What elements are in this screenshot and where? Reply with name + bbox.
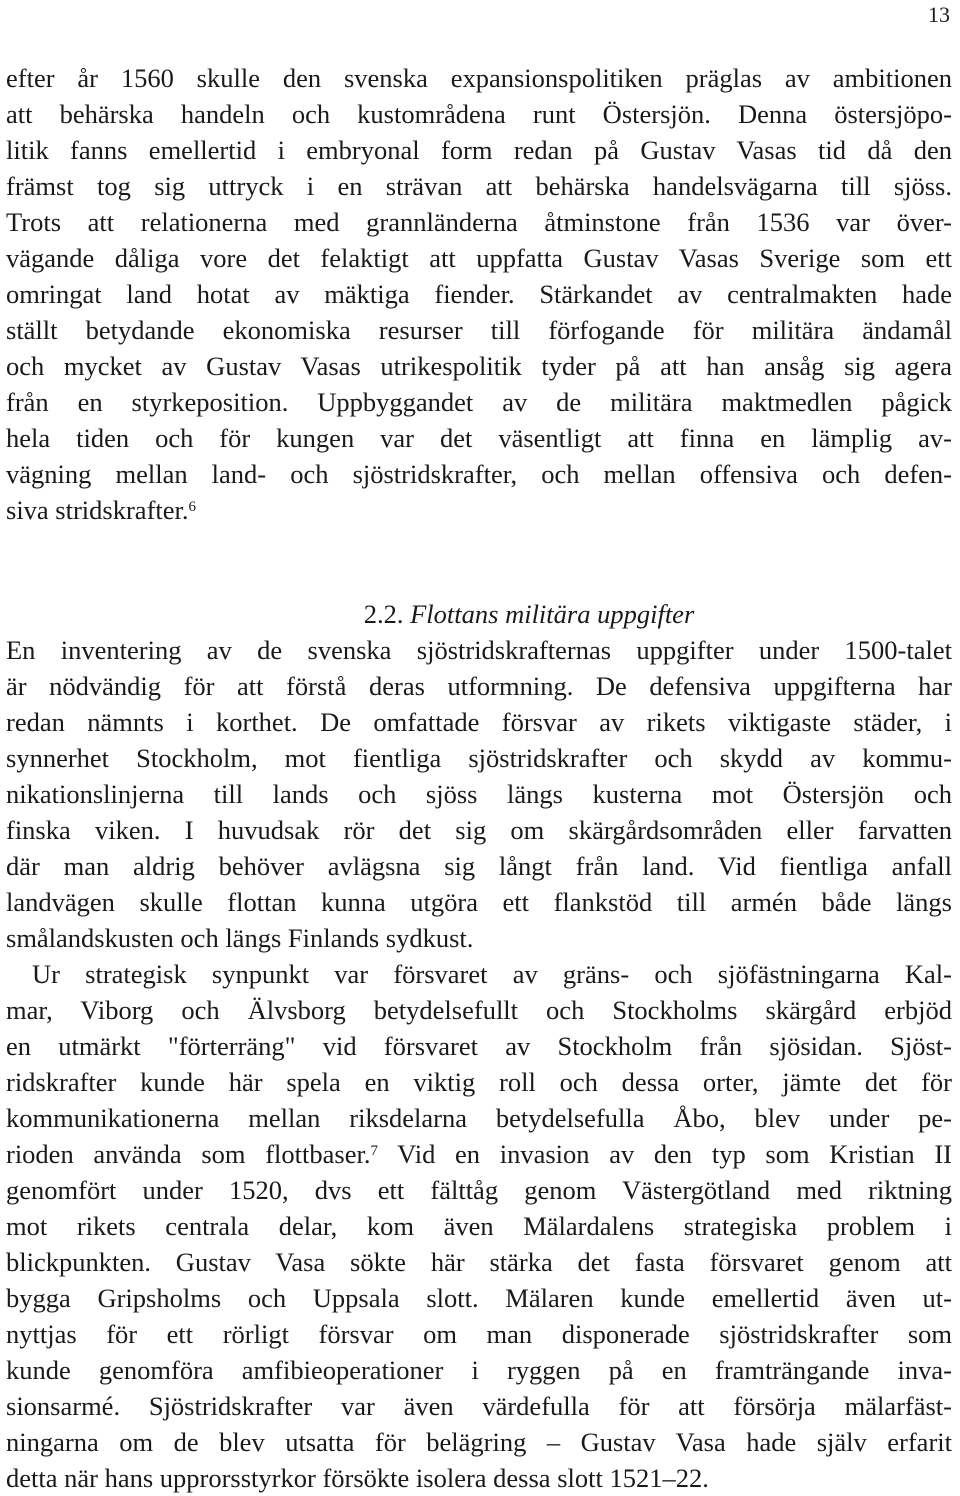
text-line: landvägen skulle flottan kunna utgöra ett flankstöd till armén både längs — [6, 887, 952, 917]
text-line: genomfört under 1520, dvs ett fälttåg genom Västergötland med riktning — [6, 1175, 952, 1205]
text-line: ningarna om de blev utsatta för belägring – Gustav Vasa hade själv erfarit — [6, 1427, 952, 1457]
footnote-ref[interactable]: 7 — [370, 1142, 378, 1159]
text-line: Ur strategisk synpunkt var försvaret av gräns- och sjöfästningarna Kal- — [32, 959, 952, 989]
text-line: ridskrafter kunde här spela en viktig roll och dessa orter, jämte det för — [6, 1067, 952, 1097]
text-line: bygga Gripsholms och Uppsala slott. Mälaren kunde emellertid även ut- — [6, 1283, 952, 1313]
text-line: där man aldrig behöver avlägsna sig långt från land. Vid fientliga anfall — [6, 851, 952, 881]
text-line: ställt betydande ekonomiska resurser till förfogande för militära ändamål — [6, 315, 952, 345]
text-line: mot rikets centrala delar, kom även Mälardalens strategiska problem i — [6, 1211, 952, 1241]
text-fragment: rioden använda som flottbaser. — [6, 1139, 371, 1169]
paragraph-block-1 — [6, 60, 952, 528]
text-line: att behärska handeln och kustområdena runt Östersjön. Denna östersjöpo- — [6, 99, 952, 129]
text-fragment: siva stridskrafter. — [6, 495, 189, 525]
text-line: litik fanns emellertid i embryonal form redan på Gustav Vasas tid då den — [6, 135, 952, 165]
text-line — [6, 1136, 952, 1172]
text-line: från en styrkeposition. Uppbyggandet av de militära maktmedlen pågick — [6, 387, 952, 417]
text-line: omringat land hotat av mäktiga fiender. Stärkandet av centralmakten hade — [6, 279, 952, 309]
text-fragment: Vid en invasion av den typ som Kristian II — [377, 1139, 952, 1169]
text-line: efter år 1560 skulle den svenska expansionspolitiken präglas av ambitionen — [6, 63, 952, 93]
page-number: 13 — [928, 2, 950, 27]
text-line: redan nämnts i korthet. De omfattade försvar av rikets viktigaste städer, i — [6, 707, 952, 737]
text-line: En inventering av de svenska sjöstridskrafternas uppgifter under 1500-talet — [6, 635, 952, 665]
text-line: främst tog sig uttryck i en strävan att behärska handelsvägarna till sjöss. — [6, 171, 952, 201]
text-line: en utmärkt "förterräng" vid försvaret av Stockholm från sjösidan. Sjöst- — [6, 1031, 952, 1061]
text-line: Trots att relationerna med grannländerna åtminstone från 1536 var över- — [6, 207, 952, 237]
text-line: vägning mellan land- och sjöstridskrafter, och mellan offensiva och defen- — [6, 459, 952, 489]
text-line-last: smålandskusten och längs Finlands sydkust. — [6, 923, 474, 953]
text-line: kommunikationerna mellan riksdelarna betydelsefulla Åbo, blev under pe- — [6, 1103, 952, 1133]
text-line: mar, Viborg och Älvsborg betydelsefullt och Stockholms skärgård erbjöd — [6, 995, 952, 1025]
text-line-last — [6, 492, 952, 528]
text-line: nikationslinjerna till lands och sjöss längs kusterna mot Östersjön och — [6, 779, 952, 809]
section-block — [6, 596, 952, 1496]
text-line: hela tiden och för kungen var det väsentligt att finna en lämplig av- — [6, 423, 952, 453]
text-line: är nödvändig för att förstå deras utformning. De defensiva uppgifterna har — [6, 671, 952, 701]
text-line: sionsarmé. Sjöstridskrafter var även värdefulla för att försörja mälarfäst- — [6, 1391, 952, 1421]
section-number: 2.2. — [363, 599, 404, 629]
text-line: synnerhet Stockholm, mot fientliga sjöstridskrafter och skydd av kommu- — [6, 743, 952, 773]
section-heading — [6, 596, 952, 632]
section-title: Flottans militära uppgifter — [410, 599, 695, 629]
text-line-last: detta när hans upprorsstyrkor försökte isolera dessa slott 1521–22. — [6, 1463, 709, 1493]
text-line: kunde genomföra amfibieoperationer i ryggen på en framträngande inva- — [6, 1355, 952, 1385]
text-line: finska viken. I huvudsak rör det sig om skärgårdsområden eller farvatten — [6, 815, 952, 845]
footnote-ref[interactable]: 6 — [188, 498, 197, 515]
text-line: vägande dåliga vore det felaktigt att uppfatta Gustav Vasas Sverige som ett — [6, 243, 952, 273]
text-line: blickpunkten. Gustav Vasa sökte här stärka det fasta försvaret genom att — [6, 1247, 952, 1277]
text-line: och mycket av Gustav Vasas utrikespolitik tyder på att han ansåg sig agera — [6, 351, 952, 381]
text-line: nyttjas för ett rörligt försvar om man disponerade sjöstridskrafter som — [6, 1319, 952, 1349]
